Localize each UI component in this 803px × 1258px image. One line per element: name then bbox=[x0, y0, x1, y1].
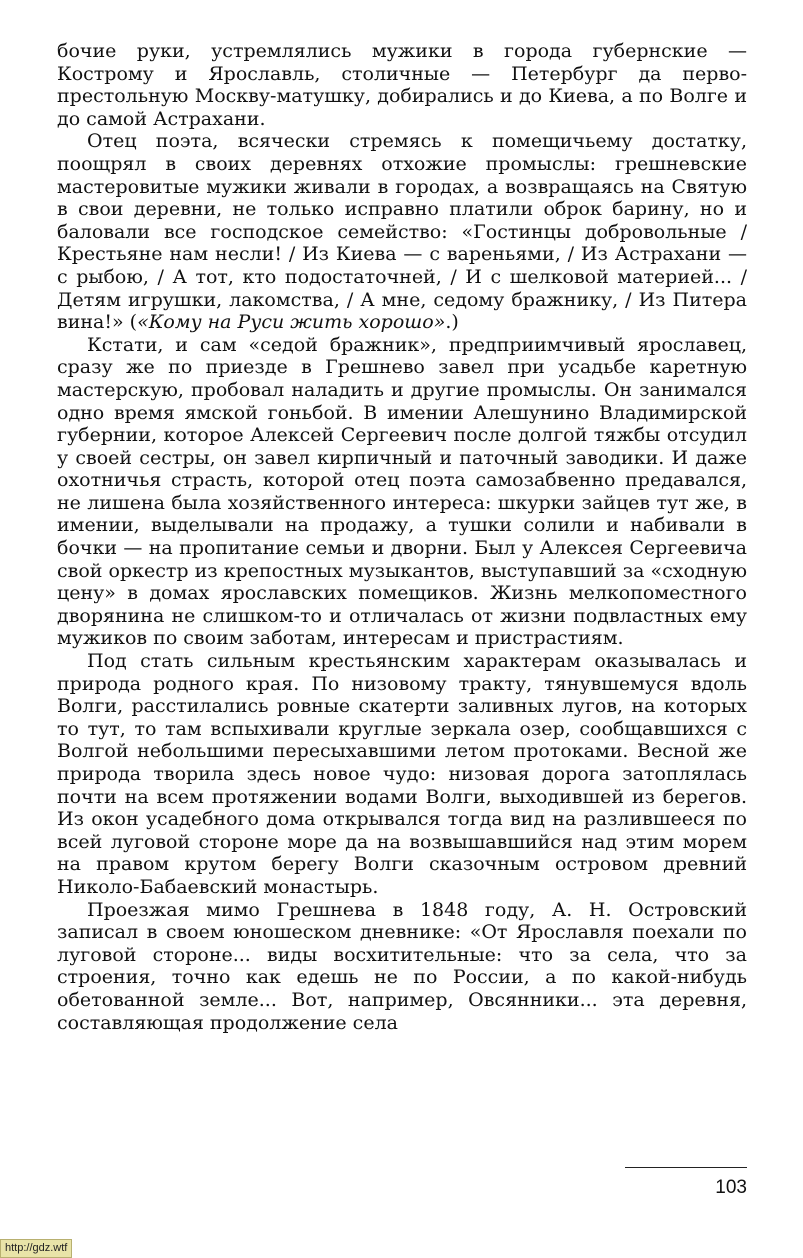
paragraph-5: Проезжая мимо Грешнева в 1848 году, А. Н. Островский записал в своем юношеском дневнике: «От Ярославля поехали по луговой стороне... виды восхитительные: что за села, что за строения, точно как едешь не по России, а по какой-нибудь обетованной земле... Вот, например, Овсянники... эта деревня, составляющая продолжение села bbox=[57, 898, 747, 1034]
footer-rule bbox=[625, 1167, 747, 1168]
paragraph-4: Под стать сильным крестьянским характерам оказывалась и природа родного края. По низовому тракту, тянувшемуся вдоль Волги, расстилались ровные скатерти заливных лугов, на которых то тут, то там вспыхивали круглые зеркала озер, сообщавшихся с Волгой небольшими пересыхавшими летом протоками. Весной же природа творила здесь новое чудо: низовая дорога затоплялась почти на всем протяжении водами Волги, выходившей из берегов. Из окон усадебного дома открывался тогда вид на разлившееся по всей луговой стороне море да на возвышавшийся над этим морем на правом крутом берегу Волги сказочным островом древний Николо-Бабаевский монастырь. bbox=[57, 650, 747, 898]
watermark-link[interactable]: http://gdz.wtf bbox=[0, 1239, 72, 1258]
paragraph-1: бочие руки, устремлялись мужики в города губернские — Кострому и Ярославль, столичные — Петербург да первопрестольную Москву-матушку, добирались и до Киева, а по Волге и до самой Астрахани. bbox=[57, 40, 747, 130]
paragraph-2-closing: .) bbox=[445, 311, 459, 334]
paragraph-2 bbox=[57, 130, 747, 333]
paragraph-2-text: Отец поэта, всячески стремясь к помещичьему достатку, поощрял в своих деревнях отхожие промыслы: грешневские мастеровитые мужики живали в городах, а возвращаясь на Святую в свои деревни, не только исправно платили оброк барину, но и баловали все господское семейство: «Гостинцы добровольные /Крестьяне нам несли! / Из Киева — с вареньями, / Из Астрахани — с рыбою, / А тот, кто подостаточней, / И с шелковой материей... / Детям игрушки, лакомства, / А мне, седому бражнику, / Из Питера вина!» ( bbox=[57, 130, 747, 334]
page-number: 103 bbox=[715, 1177, 747, 1198]
page-body bbox=[57, 40, 747, 1034]
poem-title: «Кому на Руси жить хорошо» bbox=[137, 311, 446, 334]
paragraph-3: Кстати, и сам «седой бражник», предприимчивый ярославец, сразу же по приезде в Грешнево завел при усадьбе каретную мастерскую, пробовал наладить и другие промыслы. Он занимался одно время ямской гоньбой. В имении Алешунино Владимирской губернии, которое Алексей Сергеевич после долгой тяжбы отсудил у своей сестры, он завел кирпичный и паточный заводики. И даже охотничья страсть, которой отец поэта самозабвенно предавался, не лишена была хозяйственного интереса: шкурки зайцев тут же, в имении, выделывали на продажу, а тушки солили и набивали в бочки — на пропитание семьи и дворни. Был у Алексея Сергеевича свой оркестр из крепостных музыкантов, выступавший за «сходную цену» в домах ярославских помещиков. Жизнь мелкопоместного дворянина не слишком-то и отличалась от жизни подвластных ему мужиков по своим заботам, интересам и пристрастиям. bbox=[57, 333, 747, 650]
